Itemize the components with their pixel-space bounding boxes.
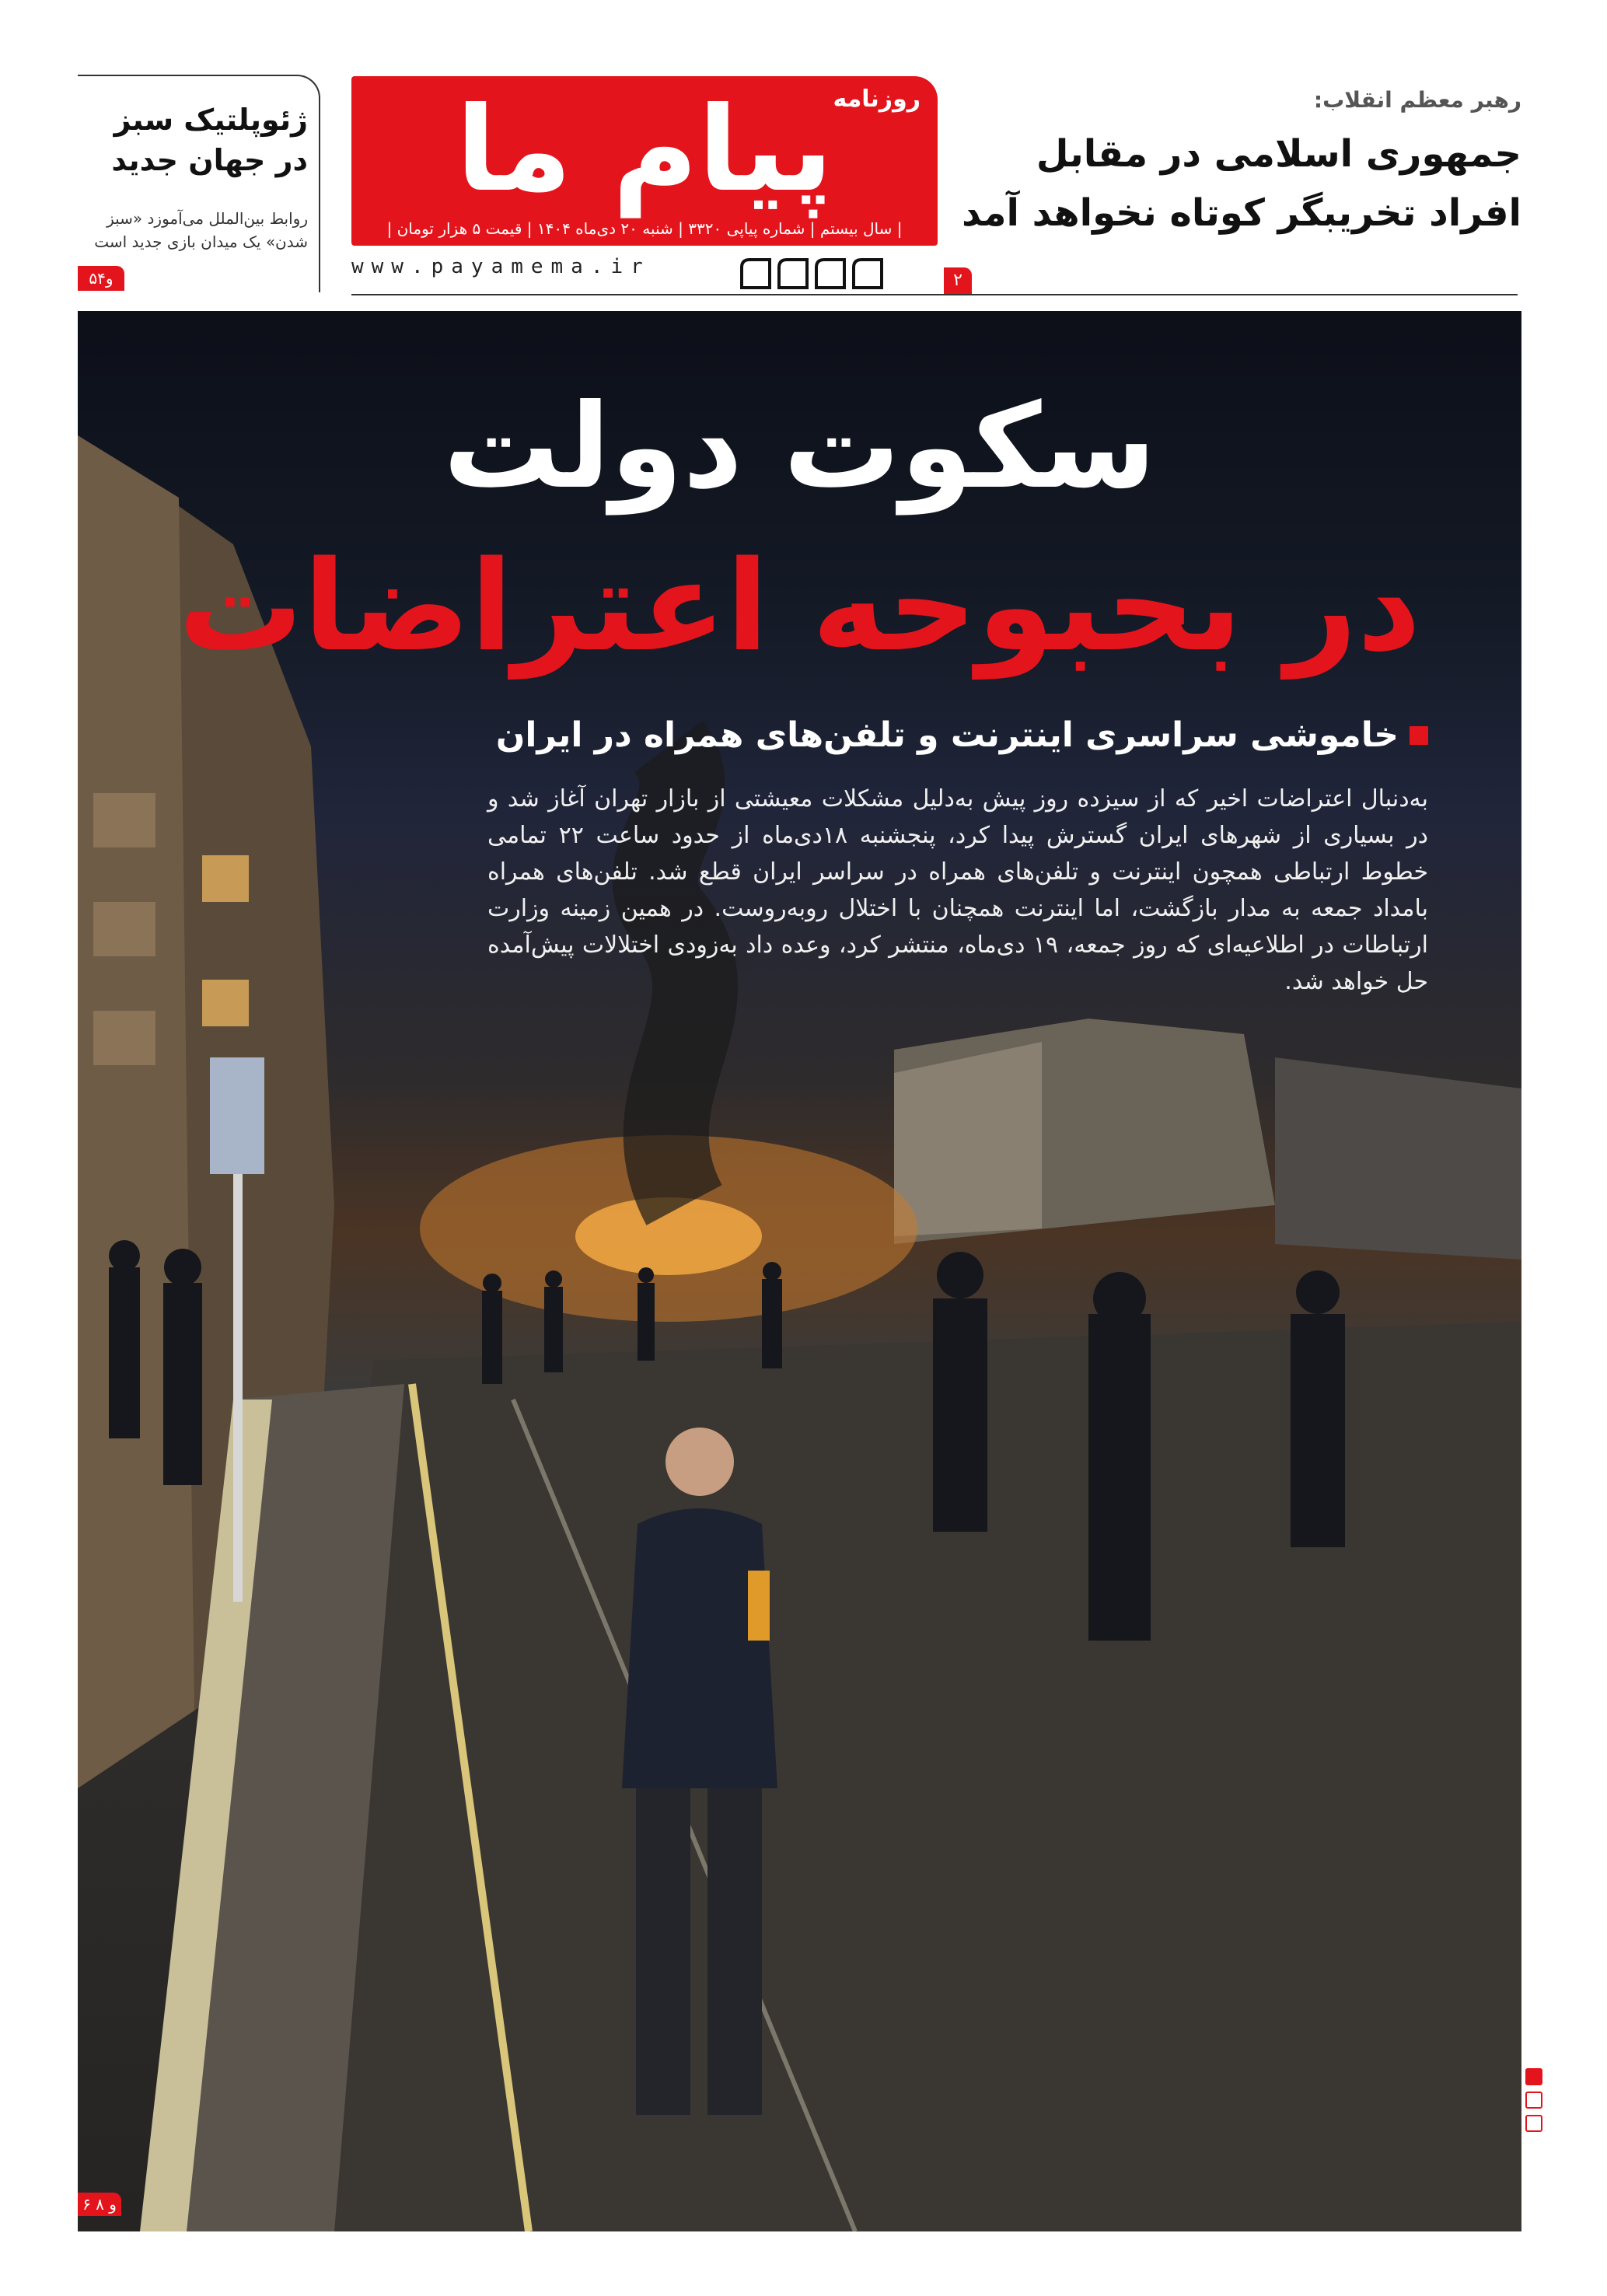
issue-info: | سال بیستم | شماره پیاپی ۳۳۲۰ | شنبه ۲۰ دی‌ماه ۱۴۰۴ | قیمت ۵ هزار تومان | [386, 219, 903, 238]
masthead [351, 76, 938, 246]
leader-headline[interactable]: جمهوری اسلامی در مقابل افراد تخریبگر کوتاه نخواهد آمد [962, 132, 1521, 235]
lead-paragraph: به‌دنبال اعتراضات اخیر که از سیزده روز پیش به‌دلیل مشکلات معیشتی از بازار تهران آغاز شد و در بسیاری از شهرهای ایران گسترش پیدا کرد، پنجشنبه ۱۸دی‌ماه از حدود ساعت ۲۲ تمامی خطوط ارتباطی همچون اینترنت و تلفن‌های همراه در سراسر ایران قطع شد. تلفن‌های همراه بامداد جمعه به مدار بازگشت، اما اینترنت همچنان با اختلال روبه‌روست. در همین زمینه وزارت ارتباطات در اطلاعیه‌ای که روز جمعه، ۱۹ دی‌ماه، منتشر کرد، وعده داد به‌زودی اختلالات پیش‌آمده حل خواهد شد. [487, 785, 1428, 995]
leader-kicker: رهبر معظم انقلاب: [1313, 87, 1521, 113]
teaser-page-ref: ۵و۴ [78, 266, 124, 291]
main-headline-line1: سکوت دولت [442, 379, 1157, 515]
subhead-row[interactable] [496, 715, 1428, 755]
side-marker-icon [1525, 2115, 1542, 2132]
main-headline-line2: در بحبوحه اعتراضات [178, 533, 1421, 679]
cover-page-ref: ۶ و ۸ [78, 2193, 121, 2216]
side-marker-icon [1525, 2092, 1542, 2109]
header-rule [351, 294, 1518, 295]
masthead-kicker: روزنامه [833, 86, 921, 113]
side-markers [1525, 2068, 1544, 2138]
bullet-square-icon [1410, 726, 1428, 745]
teaser-box[interactable] [78, 75, 320, 292]
cover-photo [78, 311, 1521, 2231]
teaser-title: ژئوپلتیک سبز در جهان جدید [111, 103, 308, 177]
teaser-description: روابط بین‌الملل می‌آموزد «سبز شدن» یک میدان بازی جدید است [94, 209, 308, 251]
masthead-logo: پیام ما [456, 82, 833, 218]
subhead: خاموشی سراسری اینترنت و تلفن‌های همراه در ایران [495, 715, 1399, 755]
side-marker-icon [1525, 2068, 1542, 2085]
masthead-ornament-icon [739, 257, 925, 291]
page-marker: ۲ [944, 267, 972, 294]
site-url[interactable]: www.payamema.ir [351, 255, 651, 278]
